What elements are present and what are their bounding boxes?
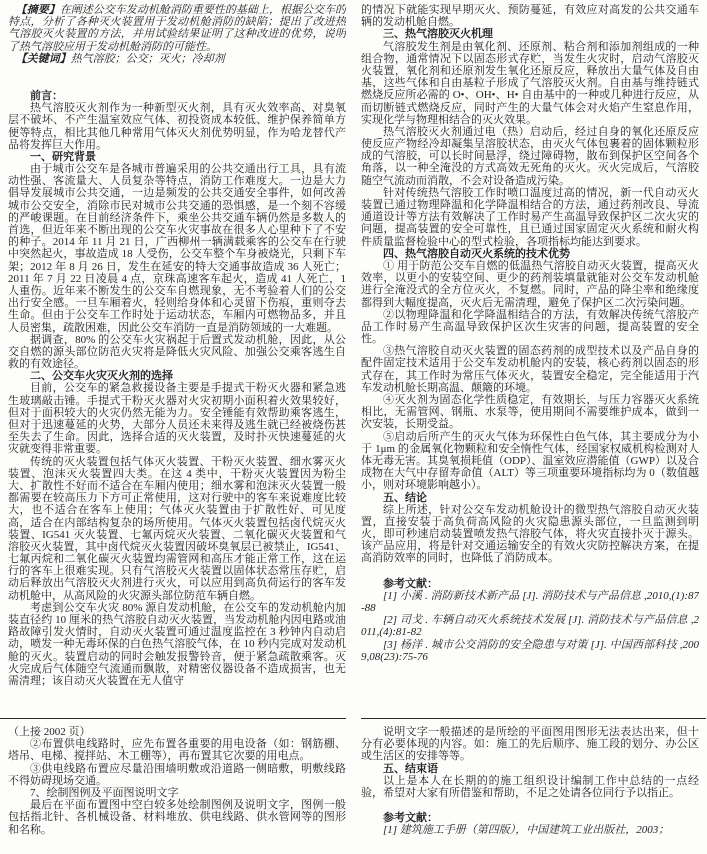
section-heading-4: 四、热气溶胶自动灭火系统的技术优势	[383, 247, 570, 260]
right-article-main	[361, 4, 699, 718]
paragraph-label: 【关键词】	[15, 52, 71, 65]
paragraph: 以上是本人在长期的的施工组织设计编制工作中总结的一点经验，希望对大家有所借鉴和帮助，不足之处请各位同行予以指正。	[361, 774, 699, 799]
paragraph: 传统的灭火装置包括气体灭火装置、干粉灭火装置、细水雾灭火装置、泡沫灭火装置四大类。在这 4 类中，干粉灭火装置因为粉尘大、扩散性不好而不适合在车厢内使用；细水雾和泡沫灭火装置一般都需要在较高压力下方可正常使用，这对行驶中的客车来说难度比较大，也不适合在客车上使用；气体灭火装置由于扩散性好、可见度高，适合在内部结构复杂的场所使用。气体灭火装置包括卤代烷灭火装置、IG541 灭火装置、七氟丙烷灭火装置、二氧化碳灭火装置和气溶胶灭火装置，其中卤代烷灭火装置因破坏臭氧层已被禁止，IG541、七氟丙烷和二氧化碳灭火装置均需管网和高压才能正常工作，这在运行的客车上很难实现。只有气溶胶灭火装置以固体状态常压存贮，启动后释放出气溶胶灭火剂进行灭火，可以应用到高负荷运行的客车发动机舱中，从高风险的火灾源头部位防范车辆自燃。	[8, 455, 346, 602]
reference-item: [3] 杨洋 . 城市公交消防的安全隐患与对策 [J]. 中国西部科技 ,2009,08(23):75-76	[361, 638, 699, 663]
abstract: 【摘要】在阐述公交车发动机舱消防重要性的基础上，根据公交车的特点，分析了各种灭火装置用于发动机舱消防的缺陷；提出了改进热气溶胶灭火装置的方法，并用试验结果证明了这种改进的优势，说明了热气溶胶应用于发动机舱消防的可能性。	[8, 4, 346, 53]
paragraph: ④灭火剂为固态化学性质稳定，有效期长，与压力容器灭火系统相比，无需管网、钢瓶、水泵等，使用期间不需要维护成本，做到一次安装，长期受益。	[361, 394, 699, 431]
sub-heading: 7、绘制图例及平面图说明文字	[30, 786, 179, 799]
section-heading-5: 五、结论	[383, 491, 427, 504]
paragraph: 考虑到公交车火灾 80% 源自发动机舱，在公交车的发动机舱内加装直径约 10 厘米的热气溶胶自动灭火装置，当发动机舱内因电路或油路故障引发火情时，自动灭火装置可通过温度监控在 3 秒钟内自动启动，喷发一种无毒环保的白色热气溶胶气体，在 10 秒内完成对发动机舱的灭火。装置启动的同时会触发报警铃音，便于紧急疏散乘客。灭火完成后气体随空气流通而飘散，对精密仪器设备不造成损害，也无需清理；该自动灭火装置在无人值守	[8, 601, 346, 687]
reference-item: [1] 建筑施工手册（第四版），中国建筑工业出版社，2003；	[383, 824, 670, 837]
right-column-divider-rule	[361, 718, 706, 719]
continued-note: （上接 2002 页）	[8, 726, 91, 738]
paragraph: ⑤启动后所产生的灭火气体为环保性白色气体，其主要成分为小于 1μm 的金属氧化物颗粒和安全惰性气体，经国家权威机构检测对人体无毒无害。其臭氧损耗值（ODP）、温室效应潜能值（GWP）以及合成物在大气中存留寿命值（ALT）等三项重要环境指标均为 0（数值越小，则对环境影响越小）。	[361, 430, 699, 492]
paragraph: 综上所述，针对公交车发动机舱设计的微型热气溶胶自动灭火装置，直接安装于高负荷高风险的火灾隐患源头部位，一旦监测到明火，即可秒速启动装置喷发热气溶胶气体，将火灾直接扑灭于源头。该产品应用，将是针对交通运输安全的有效火灾防控解决方案，在提高消防效率的同时，也降低了消防成本。	[361, 503, 699, 565]
references-heading: 参考文献：	[383, 577, 438, 590]
left-column-divider-rule	[0, 718, 346, 719]
paragraph: ③热气溶胶自动灭火装置的固态药剂的成型技术以及产品自身的配件固定技术适用于公交车发动机舱内的安装，核心药剂以固态的形式存在，其工作时为常压气体灭火，装置安全稳定，完全能适用于汽车发动机舱长期高温、颠簸的环境。	[361, 345, 699, 394]
section-heading-1: 一、研究背景	[30, 150, 96, 163]
paragraph: ②布置供电线路时，应先布置各重要的用电设备（如：钢筋棚、塔吊、电梯、搅拌站、木工棚等），再布置其它次要的用电点。	[8, 738, 346, 763]
paragraph: ②以物理降温和化学降温相结合的方法，有效解决传统气溶胶产品工作时易产生高温导致保护区次生灾害的问题，提高装置的安全性。	[361, 308, 699, 346]
paragraph: 最后在平面布置图中空白较多处绘制图例及说明文字，图例一般包括指北针、各机械设备、材料堆放、供电线路、供水管网等的图形和名称。	[8, 799, 346, 836]
paragraph: 热气溶胶灭火剂作为一种新型灭火剂，具有灭火效率高、对臭氧层不破坏、不产生温室效应气体、初投资成本较低、维护保养简单方便等特点，相比其他几种常用气体灭火剂优势明显，作为哈龙替代产品将发挥巨大作用。	[8, 102, 346, 151]
paragraph: 由于城市公交车是各城市普遍采用的公共交通出行工具，具有流动性强、客流量大、人员复杂等特点，消防工作难度大。一边是大力倡导发展城市公共交通，一边是频发的公共交通安全事件，如何改善城市公交安全，消除市民对城市公共交通的恐惧感，是一个刻不容缓的严峻课题。在目前经济条件下，乘坐公共交通车辆仍然是多数人的首选，但近年来不断出现的公交车火灾事故在很多人心里种下了不安的种子。2014 年 11 月 21 日，广西柳州一辆满载乘客的公交车在行驶中突然起火，事故造成 18 人受伤，公交车整个车身被烧光，只剩下车架；2012 年 8 月 26 日，发生在延安的特大交通事故造成 36 人死亡；2011 年 7 月 22 日凌晨 4 点，京珠高速客车起火，造成 41 人死亡，1 人重伤。近年来不断发生的公交车自燃现象，无不考验着人们的公交出行安全感。一旦车厢着火，轻则给身体和心灵留下伤痕，重则夺去生命。但由于公交车工作时处于运动状态，车厢内可燃物品多，并且人员密集，疏散困难，因此公交车消防一直是消防领域的一大难题。	[8, 163, 346, 334]
paragraph-label: 【摘要】	[15, 4, 60, 16]
paragraph: 说明文字一般描述的是所绘的平面图用图形无法表达出来，但十分有必要体现的内容。如：施工的先后顺序、施工段的划分、办公区或生活区的安排等等。	[361, 726, 699, 763]
references-heading: 参考文献：	[383, 812, 438, 825]
paragraph: 热气溶胶灭火剂通过电（热）启动后，经过自身的氧化还原反应使反应产物经冷却凝集呈溶胶状态，由灭火气体包裹着的固体颗粒形成的气溶胶，可以长时间悬浮，绕过障碍物，散布到保护区空间各个角落，以一种全淹没的方式高效无死角的灭火。灭火完成后，气溶胶随空气流动而消散，不会对设备造成污染。	[361, 125, 699, 187]
reference-item: [2] 司戈 . 车辆自动灭火系统技术发展 [J]. 消防技术与产品信息 ,2011,(4):81-82	[361, 614, 699, 639]
left-article-continued	[8, 726, 346, 836]
preface-heading: 前言：	[30, 89, 63, 102]
paragraph: 气溶胶发生剂是由氧化剂、还原剂、粘合剂和添加剂组成的一种组合物，通常情况下以固态形式存贮，当发生火灾时，启动气溶胶灭火装置，氧化剂和还原剂发生氧化还原反应，释放出大量气体及自由基，这些气体和自由基粒子形成了气溶胶灭火剂。自由基与维持链式燃烧反应所必需的 O•、OH•、H• 自由基中的一种或几种进行反应，从而切断链式燃烧反应，同时产生的大量气体会对火焰产生窒息作用，实现化学与物理相结合的灭火效果。	[361, 40, 699, 126]
section-heading-3: 三、热气溶胶灭火机理	[383, 28, 493, 41]
reference-item: [1] 小溪 . 消防新技术新产品 [J]. 消防技术与产品信息 ,2010,(1):87-88	[361, 589, 699, 614]
left-article-main	[8, 4, 346, 718]
keywords: 【关键词】热气溶胶；公交；灭火；冷却剂	[15, 52, 225, 65]
section-heading-end: 五、结束语	[383, 762, 438, 775]
right-column	[361, 4, 699, 837]
paragraph: 据调查，80% 的公交车火灾祸起于后置式发动机舱，因此，从公交自燃的源头部位防范火灾将是降低火灾风险、加强公交乘客逃生自救的有效途径。	[8, 333, 346, 371]
continuation-paragraph: 的情况下就能实现早期灭火、预防蔓延，有效应对高发的公共交通车辆的发动机舱自燃。	[361, 4, 699, 29]
paragraph: 针对传统热气溶胶工作时喷口温度过高的情况，新一代自动灭火装置已通过物理降温和化学降温相结合的方法，通过药剂改良、导流通道设计等方法有效解决了工作时易产生高温导致保护区二次火灾的问题，提高装置的安全可靠性，且已通过国家固定灭火系统和耐火构件质量监督检验中心的型式检验，各项指标均能达到要求。	[361, 186, 699, 248]
paragraph: 目前，公交车的紧急救援设备主要是手提式干粉灭火器和紧急逃生玻璃敲击锤。手提式干粉灭火器对火灾初期小面积着火效果较好，但对于面积较大的火灾仍然无能为力。安全锤能有效帮助乘客逃生，但对于迅速蔓延的火势，大部分人员还未来得及逃生就已经被烧伤甚至失去了生命。因此，选择合适的灭火装置，及时扑灭快速蔓延的火灾就变得非常重要。	[8, 382, 346, 456]
left-column	[8, 4, 346, 837]
right-article-continued	[361, 726, 699, 837]
section-heading-2: 二、公交车火灾灭火剂的选择	[30, 370, 173, 383]
paragraph: ① 用于防范公交车自燃的低温热气溶胶自动灭火装置，提高灭火效率，以更小的安装空间、更少的药剂装填量就能对公交车发动机舱进行全淹没式的全方位灭火，不复燃。同时，产品的降尘率和绝缘度都得到大幅度提高，灭火后无需清理，避免了保护区二次污染问题。	[361, 259, 699, 309]
paragraph: ③供电线路布置应尽量沿围墙明敷或沿道路一侧暗敷，明敷线路不得妨碍现场交通。	[8, 762, 346, 787]
